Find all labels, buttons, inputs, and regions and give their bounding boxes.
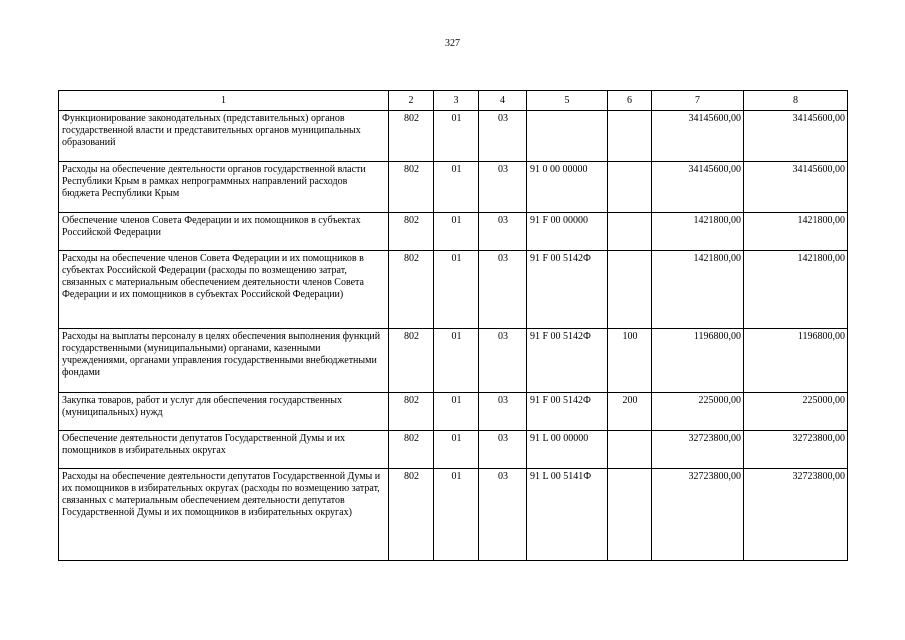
row-amount-col8: 1421800,00: [744, 213, 848, 251]
row-ministry-code: 802: [389, 213, 434, 251]
row-target-article: 91 F 00 5142Ф: [527, 393, 608, 431]
row-section-code: 01: [434, 393, 479, 431]
row-target-article: 91 F 00 00000: [527, 213, 608, 251]
row-expense-type: [608, 213, 652, 251]
row-amount-col7: 1421800,00: [652, 213, 744, 251]
row-expense-type: 200: [608, 393, 652, 431]
row-expense-type: [608, 251, 652, 329]
row-amount-col7: 32723800,00: [652, 469, 744, 561]
row-section-code: 01: [434, 469, 479, 561]
table-row: [59, 251, 848, 329]
column-header-6: 6: [608, 91, 652, 111]
row-name: Расходы на обеспечение деятельности органов государственной власти Республики Крым в рамках непрограммных направлений расходов бюджета Республики Крым: [59, 162, 389, 213]
row-expense-type: [608, 111, 652, 162]
row-name: Обеспечение членов Совета Федерации и их помощников в субъектах Российской Федерации: [59, 213, 389, 251]
column-header-5: 5: [527, 91, 608, 111]
row-subsection-code: 03: [479, 251, 527, 329]
row-name: Обеспечение деятельности депутатов Государственной Думы и их помощников в избирательных округах: [59, 431, 389, 469]
table-row: [59, 393, 848, 431]
row-subsection-code: 03: [479, 111, 527, 162]
row-subsection-code: 03: [479, 162, 527, 213]
header-row: [59, 91, 848, 111]
row-ministry-code: 802: [389, 111, 434, 162]
row-amount-col7: 1196800,00: [652, 329, 744, 393]
row-name: Расходы на выплаты персоналу в целях обеспечения выполнения функций государственными (муниципальными) органами, казенными учреждениями, органами управления государственными внебюджетными фондами: [59, 329, 389, 393]
row-expense-type: [608, 162, 652, 213]
row-target-article: 91 F 00 5142Ф: [527, 329, 608, 393]
row-name: Расходы на обеспечение членов Совета Федерации и их помощников в субъектах Российской Федерации (расходы по возмещению затрат, связанных с материальным обеспечением деятельности членов Совета Федерации и их помощников в субъектах Российской Федерации): [59, 251, 389, 329]
row-amount-col8: 1421800,00: [744, 251, 848, 329]
table-row: [59, 162, 848, 213]
row-amount-col7: 1421800,00: [652, 251, 744, 329]
row-amount-col8: 32723800,00: [744, 469, 848, 561]
row-target-article: 91 L 00 00000: [527, 431, 608, 469]
row-section-code: 01: [434, 213, 479, 251]
column-header-3: 3: [434, 91, 479, 111]
row-target-article: 91 F 00 5142Ф: [527, 251, 608, 329]
row-target-article: [527, 111, 608, 162]
row-ministry-code: 802: [389, 329, 434, 393]
row-subsection-code: 03: [479, 329, 527, 393]
table-row: [59, 469, 848, 561]
column-header-8: 8: [744, 91, 848, 111]
row-ministry-code: 802: [389, 469, 434, 561]
row-amount-col8: 34145600,00: [744, 162, 848, 213]
table-row: [59, 111, 848, 162]
row-amount-col8: 225000,00: [744, 393, 848, 431]
row-name: Расходы на обеспечение деятельности депутатов Государственной Думы и их помощников в избирательных округах (расходы по возмещению затрат, связанных с материальным обеспечением деятельности депутатов Государственной Думы и их помощников в избирательных округах): [59, 469, 389, 561]
page-number: 327: [445, 38, 460, 49]
row-ministry-code: 802: [389, 162, 434, 213]
row-target-article: 91 0 00 00000: [527, 162, 608, 213]
row-expense-type: [608, 431, 652, 469]
row-amount-col7: 225000,00: [652, 393, 744, 431]
row-section-code: 01: [434, 329, 479, 393]
row-section-code: 01: [434, 431, 479, 469]
row-ministry-code: 802: [389, 251, 434, 329]
row-subsection-code: 03: [479, 393, 527, 431]
column-header-2: 2: [389, 91, 434, 111]
row-amount-col8: 32723800,00: [744, 431, 848, 469]
row-amount-col8: 1196800,00: [744, 329, 848, 393]
row-amount-col7: 32723800,00: [652, 431, 744, 469]
row-name: Закупка товаров, работ и услуг для обеспечения государственных (муниципальных) нужд: [59, 393, 389, 431]
column-header-1: 1: [59, 91, 389, 111]
row-subsection-code: 03: [479, 469, 527, 561]
table-row: [59, 213, 848, 251]
row-subsection-code: 03: [479, 431, 527, 469]
row-expense-type: 100: [608, 329, 652, 393]
row-amount-col8: 34145600,00: [744, 111, 848, 162]
row-subsection-code: 03: [479, 213, 527, 251]
column-header-7: 7: [652, 91, 744, 111]
row-name: Функционирование законодательных (представительных) органов государственной власти и представительных органов муниципальных образований: [59, 111, 389, 162]
row-section-code: 01: [434, 162, 479, 213]
row-expense-type: [608, 469, 652, 561]
row-target-article: 91 L 00 5141Ф: [527, 469, 608, 561]
row-section-code: 01: [434, 251, 479, 329]
table-row: [59, 329, 848, 393]
row-ministry-code: 802: [389, 431, 434, 469]
column-header-4: 4: [479, 91, 527, 111]
row-amount-col7: 34145600,00: [652, 111, 744, 162]
row-amount-col7: 34145600,00: [652, 162, 744, 213]
row-ministry-code: 802: [389, 393, 434, 431]
row-section-code: 01: [434, 111, 479, 162]
budget-table: [58, 90, 848, 561]
table-row: [59, 431, 848, 469]
